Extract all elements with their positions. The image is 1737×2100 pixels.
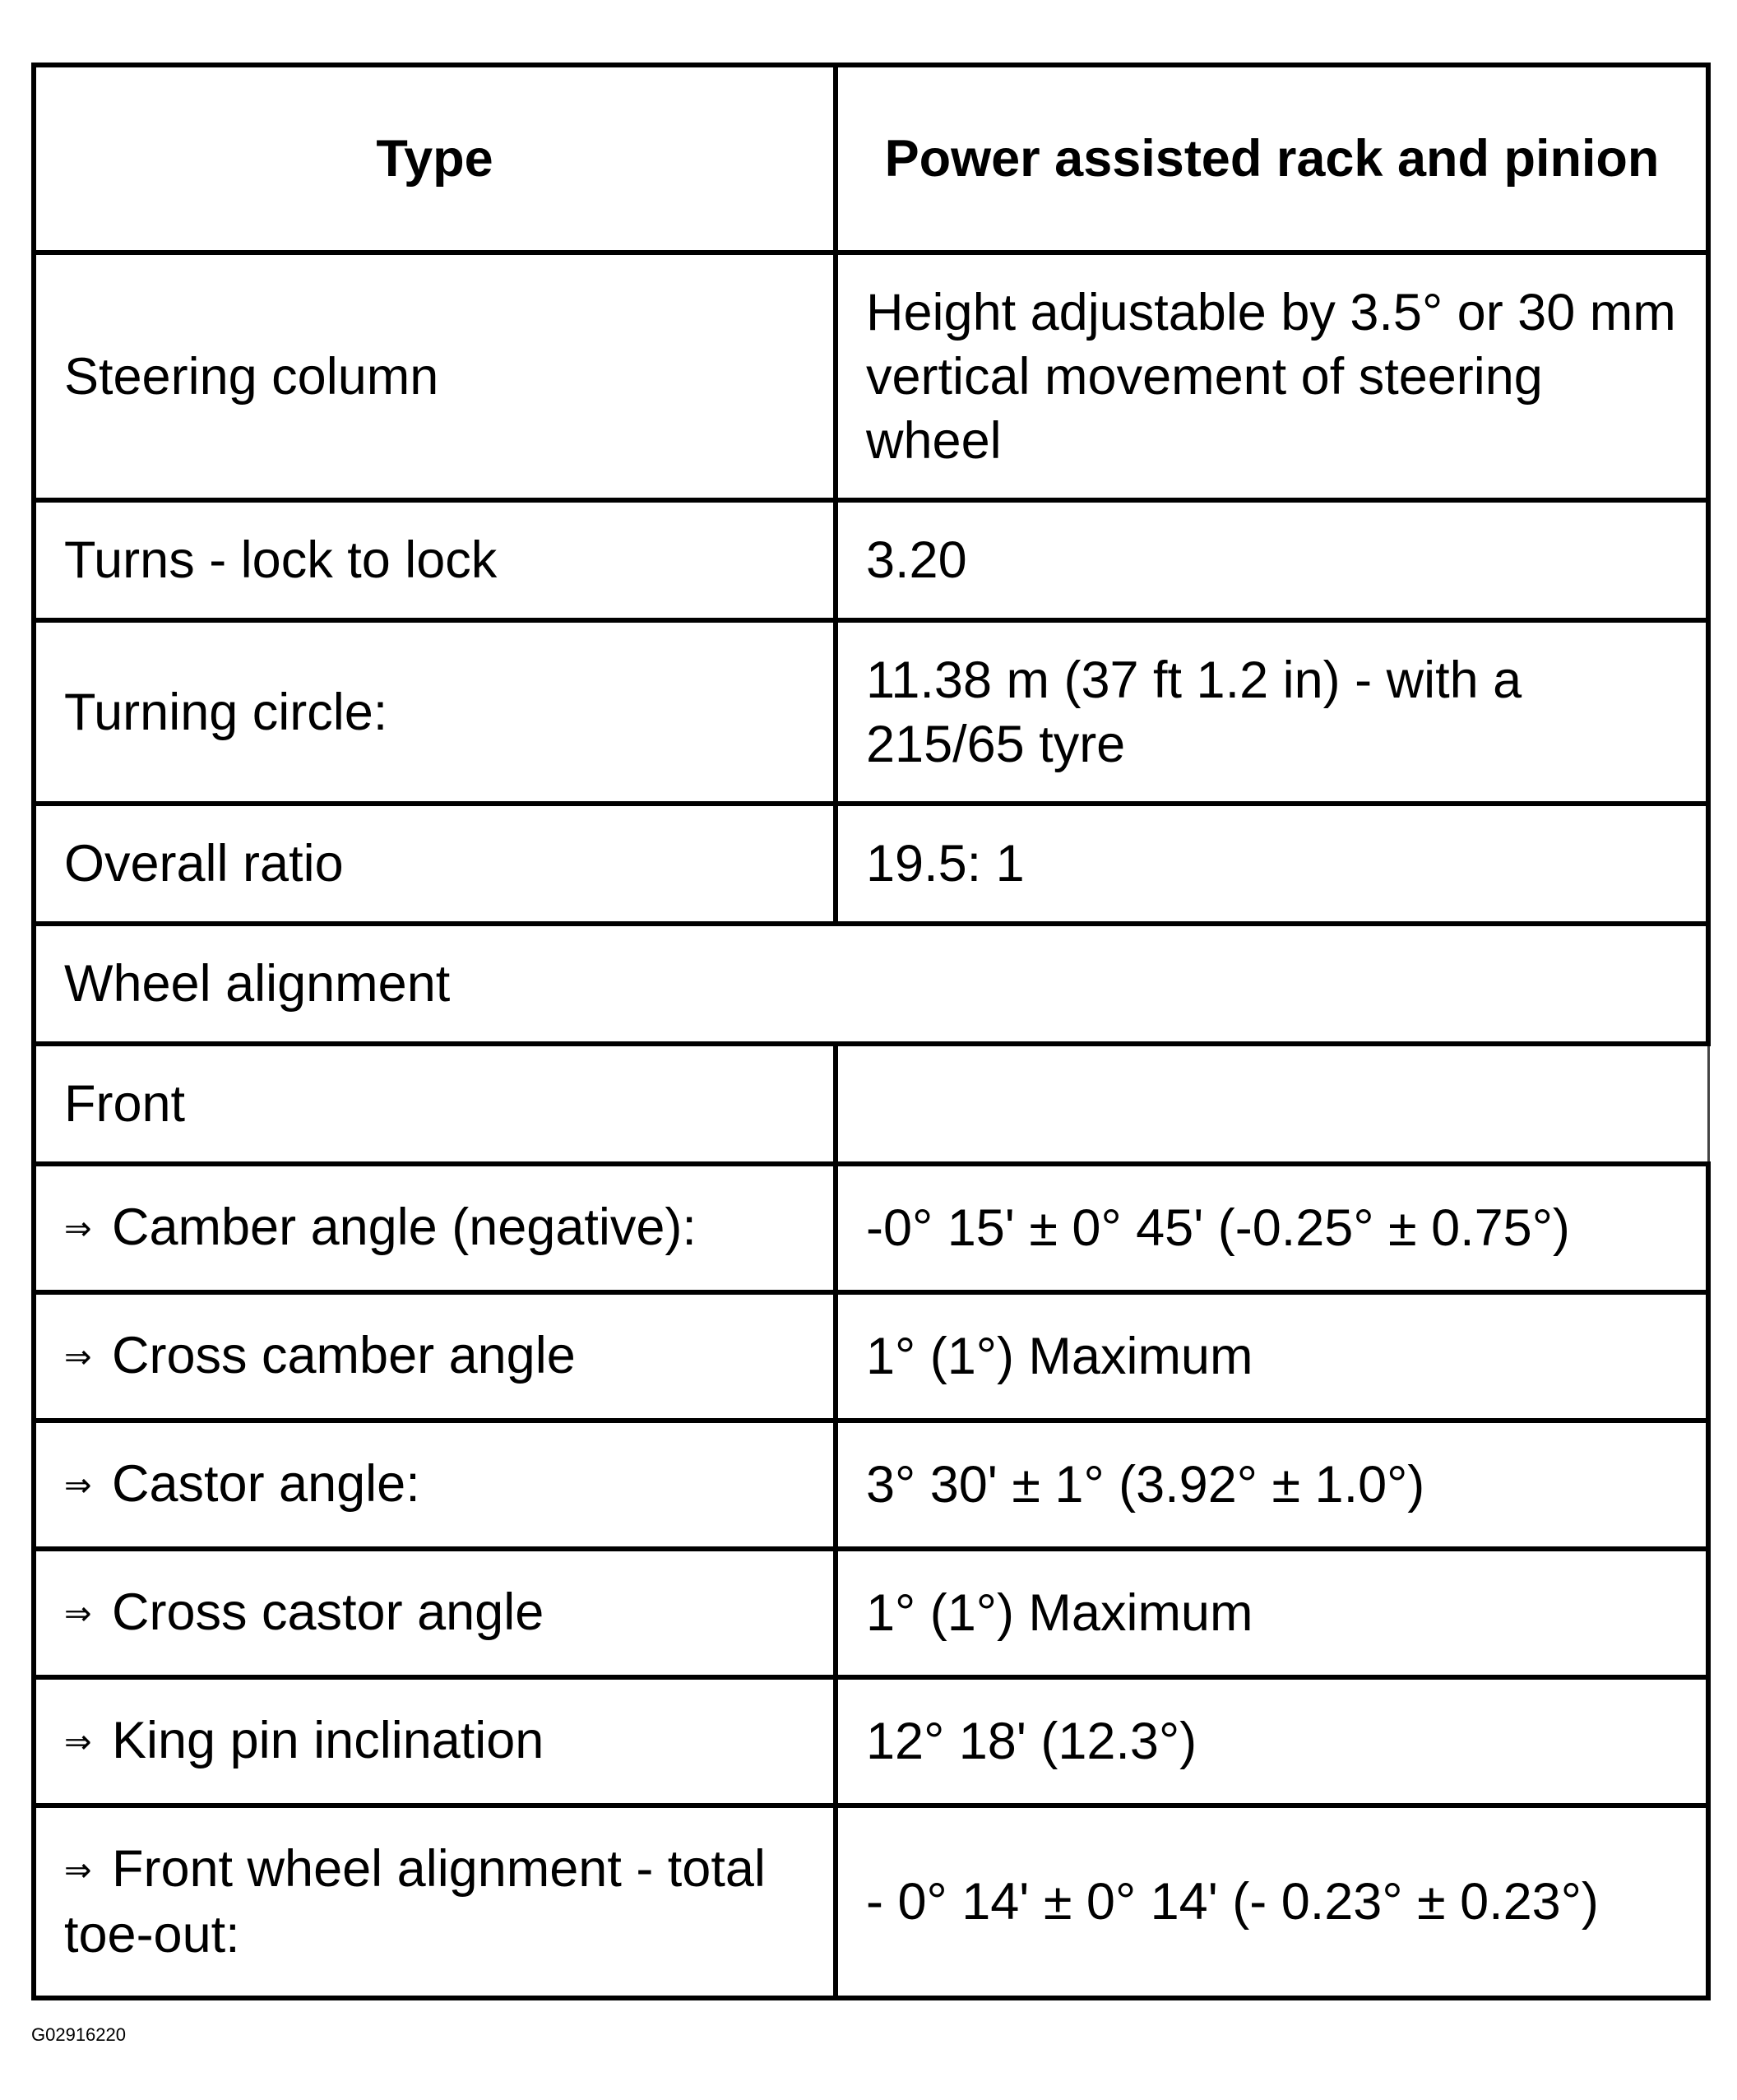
figure-id: G02916220 bbox=[31, 2024, 126, 2045]
header-value: Power assisted rack and pinion bbox=[836, 65, 1708, 253]
subsection-value bbox=[836, 1044, 1708, 1164]
table-row bbox=[34, 1421, 1708, 1549]
row-value: 19.5: 1 bbox=[836, 804, 1708, 924]
table-row bbox=[34, 253, 1708, 500]
row-value: Height adjustable by 3.5° or 30 mm vertical movement of steering wheel bbox=[836, 253, 1708, 500]
arrow-icon: ⇒ bbox=[64, 1852, 92, 1889]
arrow-icon: ⇒ bbox=[64, 1467, 92, 1504]
row-label: Overall ratio bbox=[34, 804, 836, 924]
row-label-text: Cross camber angle bbox=[112, 1327, 576, 1384]
row-value: 1° (1°) Maximum bbox=[836, 1292, 1708, 1421]
row-label bbox=[34, 1549, 836, 1677]
row-label: Turns - lock to lock bbox=[34, 500, 836, 620]
table-row-subsection bbox=[34, 1044, 1708, 1164]
row-label: Steering column bbox=[34, 253, 836, 500]
arrow-icon: ⇒ bbox=[64, 1339, 92, 1375]
arrow-icon: ⇒ bbox=[64, 1724, 92, 1760]
arrow-icon: ⇒ bbox=[64, 1596, 92, 1632]
table-row bbox=[34, 1549, 1708, 1677]
table-row-header bbox=[34, 65, 1708, 253]
table-row bbox=[34, 1677, 1708, 1806]
section-label: Wheel alignment bbox=[34, 924, 1708, 1044]
row-label-text: Front wheel alignment - total toe-out: bbox=[64, 1840, 766, 1963]
row-label bbox=[34, 1677, 836, 1806]
row-label: Turning circle: bbox=[34, 620, 836, 804]
subsection-label: Front bbox=[34, 1044, 836, 1164]
row-value: 3.20 bbox=[836, 500, 1708, 620]
row-label-text: Cross castor angle bbox=[112, 1583, 544, 1641]
row-value: 3° 30' ± 1° (3.92° ± 1.0°) bbox=[836, 1421, 1708, 1549]
row-value: 11.38 m (37 ft 1.2 in) - with a 215/65 tyre bbox=[836, 620, 1708, 804]
row-label-text: King pin inclination bbox=[112, 1712, 544, 1769]
table-row-section bbox=[34, 924, 1708, 1044]
table-row bbox=[34, 500, 1708, 620]
table-row bbox=[34, 804, 1708, 924]
steering-spec-table bbox=[31, 63, 1711, 2000]
row-label bbox=[34, 1421, 836, 1549]
header-label: Type bbox=[34, 65, 836, 253]
row-value: - 0° 14' ± 0° 14' (- 0.23° ± 0.23°) bbox=[836, 1806, 1708, 1998]
table-row bbox=[34, 1806, 1708, 1998]
row-label bbox=[34, 1806, 836, 1998]
row-label bbox=[34, 1292, 836, 1421]
row-label-text: Camber angle (negative): bbox=[112, 1198, 697, 1256]
arrow-icon: ⇒ bbox=[64, 1211, 92, 1247]
row-label bbox=[34, 1164, 836, 1292]
row-value: 1° (1°) Maximum bbox=[836, 1549, 1708, 1677]
row-value: -0° 15' ± 0° 45' (-0.25° ± 0.75°) bbox=[836, 1164, 1708, 1292]
table-row bbox=[34, 1292, 1708, 1421]
table-row bbox=[34, 1164, 1708, 1292]
row-value: 12° 18' (12.3°) bbox=[836, 1677, 1708, 1806]
table-row bbox=[34, 620, 1708, 804]
row-label-text: Castor angle: bbox=[112, 1455, 420, 1513]
